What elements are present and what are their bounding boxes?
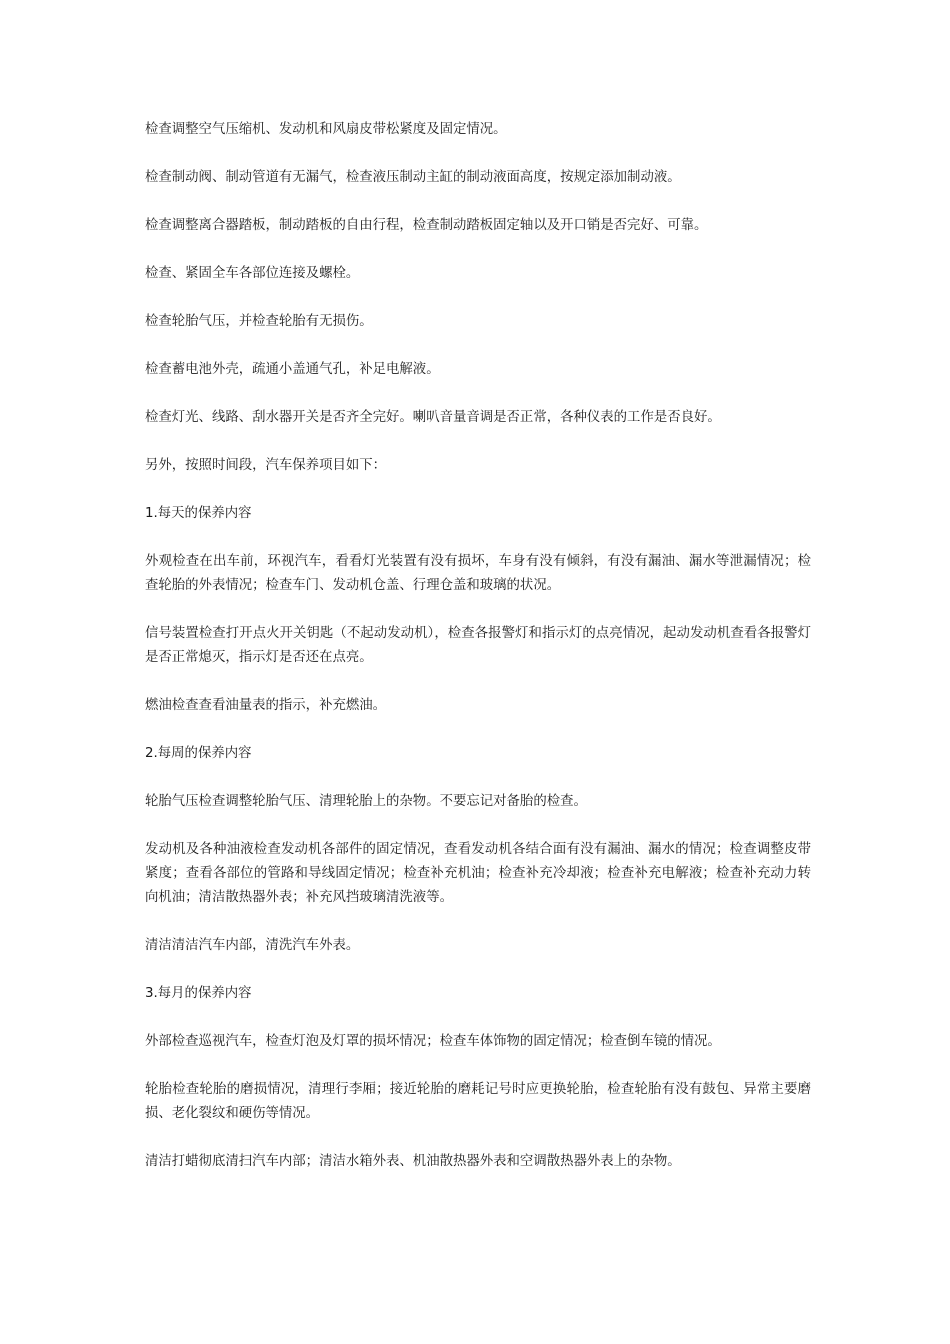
paragraph: 清洁打蜡彻底清扫汽车内部；清洁水箱外表、机油散热器外表和空调散热器外表上的杂物。 (145, 1154, 681, 1169)
paragraph: 轮胎检查轮胎的磨损情况，清理行李厢；接近轮胎的磨耗记号时应更换轮胎，检查轮胎有没有鼓包、异常主要磨损、老化裂纹和硬伤等情况。 (145, 1082, 811, 1121)
paragraph: 外部检查巡视汽车，检查灯泡及灯罩的损坏情况；检查车体饰物的固定情况；检查倒车镜的情况。 (145, 1034, 721, 1049)
paragraph: 检查灯光、线路、刮水器开关是否齐全完好。喇叭音量音调是否正常，各种仪表的工作是否良好。 (145, 410, 721, 425)
paragraph: 信号装置检查打开点火开关钥匙（不起动发动机），检查各报警灯和指示灯的点亮情况，起动发动机查看各报警灯是否正常熄灭，指示灯是否还在点亮。 (145, 626, 811, 665)
paragraph: 检查制动阀、制动管道有无漏气，检查液压制动主缸的制动液面高度，按规定添加制动液。 (145, 170, 681, 185)
document-body (145, 118, 811, 1198)
paragraph: 发动机及各种油液检查发动机各部件的固定情况，查看发动机各结合面有没有漏油、漏水的情况；检查调整皮带紧度；查看各部位的管路和导线固定情况；检查补充机油；检查补充冷却液；检查补充电解液；检查补充动力转向机油；清洁散热器外表；补充风挡玻璃清洗液等。 (145, 842, 811, 905)
paragraph: 外观检查在出车前，环视汽车，看看灯光装置有没有损坏，车身有没有倾斜，有没有漏油、漏水等泄漏情况；检查轮胎的外表情况；检查车门、发动机仓盖、行理仓盖和玻璃的状况。 (145, 554, 811, 593)
section-heading-monthly: 3.每月的保养内容 (145, 986, 252, 1001)
paragraph: 轮胎气压检查调整轮胎气压、清理轮胎上的杂物。不要忘记对备胎的检查。 (145, 794, 587, 809)
paragraph: 检查调整离合器踏板，制动踏板的自由行程，检查制动踏板固定轴以及开口销是否完好、可靠。 (145, 218, 708, 233)
paragraph: 检查、紧固全车各部位连接及螺栓。 (145, 266, 360, 281)
section-heading-weekly: 2.每周的保养内容 (145, 746, 252, 761)
paragraph: 检查轮胎气压，并检查轮胎有无损伤。 (145, 314, 373, 329)
paragraph: 清洁清洁汽车内部，清洗汽车外表。 (145, 938, 360, 953)
paragraph: 检查调整空气压缩机、发动机和风扇皮带松紧度及固定情况。 (145, 122, 507, 137)
section-heading-daily: 1.每天的保养内容 (145, 506, 252, 521)
paragraph: 检查蓄电池外壳，疏通小盖通气孔，补足电解液。 (145, 362, 440, 377)
paragraph: 燃油检查查看油量表的指示，补充燃油。 (145, 698, 387, 713)
paragraph: 另外，按照时间段，汽车保养项目如下： (145, 458, 387, 473)
